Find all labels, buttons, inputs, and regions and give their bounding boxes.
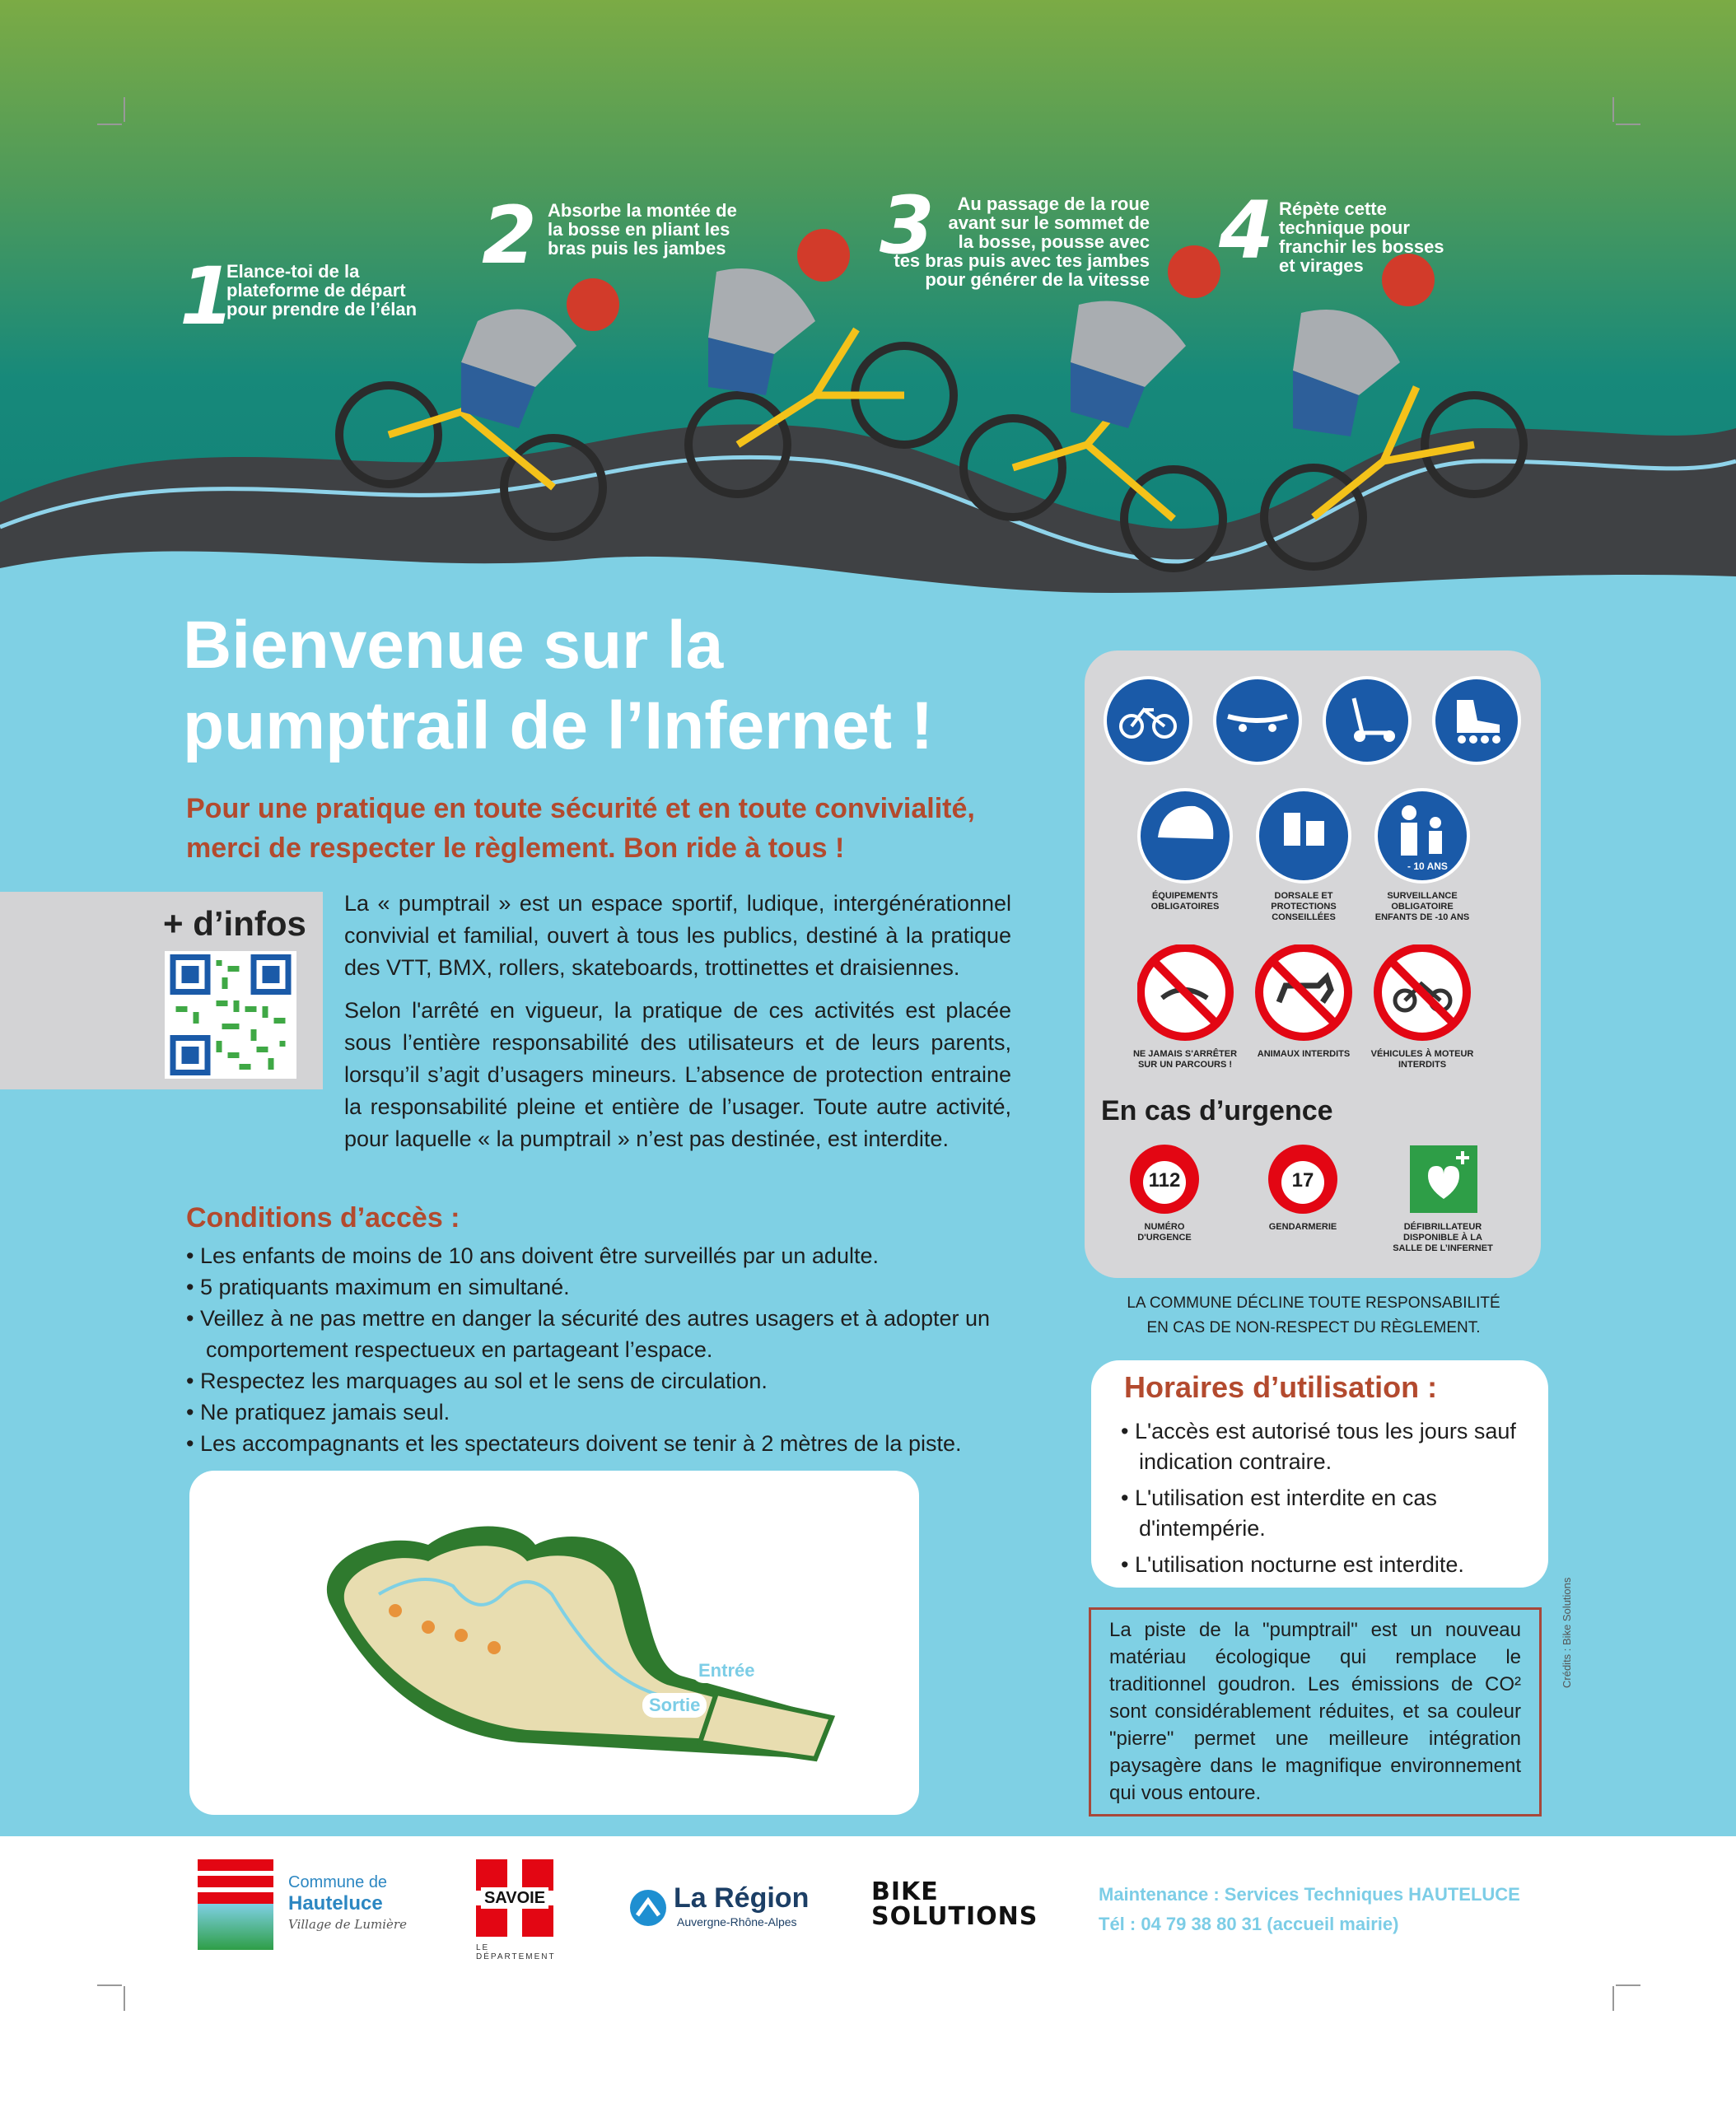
savoie-subtitle: LE DÉPARTEMENT: [476, 1943, 556, 1961]
map-entree-label: Entrée: [692, 1658, 761, 1683]
no-animals-label: ANIMAUX INTERDITS: [1257, 1049, 1351, 1059]
supervision-label: SURVEILLANCE OBLIGATOIRE ENFANTS DE -10 ANS: [1374, 891, 1470, 922]
rules-panel: [1085, 651, 1541, 1278]
conditions-list: [186, 1240, 1034, 1459]
phone-info: Tél : 04 79 38 80 31 (accueil mairie): [1099, 1914, 1399, 1934]
mandatory-signs-row: [1137, 788, 1500, 887]
responsibility-paragraph: Selon l'arrêté en vigueur, la pratique de ces activités est placée sous l’entière responsabilité des utilisateurs et de leurs parents, lorsqu’il s’agit d’usagers mineurs. L’absence de protection entraine la responsabilité pleine et entière de l’usager. Toute autre activité, pour laquelle « la pumptrail » n’est pas destinée, est interdite.: [344, 998, 1011, 1151]
map-sortie-label: Sortie: [642, 1693, 707, 1718]
list-item: • Ne pratiquez jamais seul.: [186, 1397, 1034, 1428]
hours-title: Horaires d’utilisation :: [1124, 1370, 1438, 1404]
track-map-card: [189, 1471, 919, 1815]
hauteluce-label: Hauteluce: [288, 1892, 383, 1914]
village-label: Village de Lumière: [288, 1917, 407, 1932]
step-2-text: Absorbe la montée de la bosse en pliant les bras puis les jambes: [548, 200, 737, 259]
step-2-number: 2: [482, 189, 537, 282]
bike-solutions-line1: BIKE: [871, 1877, 939, 1906]
gendarmerie-label: GENDARMERIE: [1268, 1222, 1337, 1232]
emergency-label: NUMÉRO D'URGENCE: [1137, 1222, 1192, 1243]
savoie-logo: [476, 1859, 553, 1937]
list-item: • L'utilisation nocturne est interdite.: [1121, 1550, 1533, 1580]
helmet-label: ÉQUIPEMENTS OBLIGATOIRES: [1150, 891, 1220, 912]
liability-disclaimer: LA COMMUNE DÉCLINE TOUTE RESPONSABILITÉ EN CAS DE NON-RESPECT DU RÈGLEMENT.: [1127, 1294, 1500, 1336]
step-4-number: 4: [1219, 184, 1274, 277]
roller-skate-icon: [1434, 678, 1519, 763]
no-motor-vehicles-icon: [1378, 948, 1467, 1037]
page-subtitle: Pour une pratique en toute sécurité et en toute convivialité, merci de respecter le règlement. Bon ride à tous !: [186, 793, 975, 864]
maintenance-info: Maintenance : Services Techniques HAUTELUCE: [1099, 1884, 1520, 1905]
crop-mark: [1616, 124, 1640, 125]
more-info-label: + d’infos: [163, 904, 306, 943]
step-1-number: 1: [180, 250, 235, 343]
eco-material-note: La piste de la "pumptrail" est un nouveau matériau écologique qui remplace le traditionnel goudron. Les émissions de CO² sont considérablement réduites, et sa couleur "pierre" permet une meilleure intégration paysagère dans le magnifique environnement qui vous entoure.: [1089, 1607, 1542, 1817]
crop-mark: [1616, 1984, 1640, 1986]
track-map-illustration: [189, 1471, 919, 1815]
defibrillator-label: DÉFIBRILLATEUR DISPONIBLE À LA SALLE DE L’INFERNET: [1393, 1222, 1493, 1253]
emergency-title: En cas d’urgence: [1101, 1095, 1333, 1126]
rider-4-body: [1293, 254, 1435, 436]
crop-mark: [124, 97, 125, 122]
step-3-text: Au passage de la roue avant sur le sommet de la bosse, pousse avec tes bras puis avec tes jambes pour générer de la vitesse: [894, 194, 1150, 290]
emergency-icons-row: [1130, 1143, 1509, 1217]
qr-code-icon: [168, 954, 293, 1075]
protection-icon: [1258, 790, 1350, 882]
age-badge: - 10 ANS: [1407, 860, 1448, 872]
helmet-icon: [1139, 790, 1231, 882]
region-label: La Région: [674, 1882, 810, 1914]
rider-1-body: [461, 278, 619, 428]
region-subtitle: Auvergne-Rhône-Alpes: [677, 1915, 797, 1928]
bike-solutions-line2: SOLUTIONS: [871, 1902, 1038, 1931]
qr-code[interactable]: [165, 951, 296, 1079]
no-animals-icon: [1259, 948, 1348, 1037]
step-1-text: Elance-toi de la plateforme de départ pour prendre de l’élan: [226, 261, 418, 319]
gendarmerie-number: 17: [1291, 1169, 1314, 1192]
skateboard-icon: [1215, 678, 1300, 763]
scooter-icon: [1324, 678, 1410, 763]
crop-mark: [124, 1986, 125, 2011]
hauteluce-logo: [198, 1859, 273, 1950]
hours-list: [1121, 1416, 1533, 1586]
crop-mark: [97, 124, 122, 125]
bike-icon: [1105, 678, 1191, 763]
region-logo-icon: [629, 1889, 667, 1927]
no-stopping-label: NE JAMAIS S'ARRÊTER SUR UN PARCOURS !: [1132, 1049, 1238, 1070]
no-stopping-icon: [1141, 948, 1230, 1037]
list-item: • Les enfants de moins de 10 ans doivent être surveillés par un adulte.: [186, 1240, 1034, 1271]
bike-solutions-logo: [871, 1877, 1038, 1931]
savoie-label: SAVOIE: [481, 1887, 548, 1909]
emergency-number: 112: [1148, 1169, 1181, 1192]
list-item: • L'accès est autorisé tous les jours sauf indication contraire.: [1121, 1416, 1533, 1477]
forbidden-signs-row: [1137, 944, 1500, 1043]
list-item: • Respectez les marquages au sol et le sens de circulation.: [186, 1365, 1034, 1397]
list-item: • 5 pratiquants maximum en simultané.: [186, 1271, 1034, 1303]
step-3-number: 3: [880, 180, 935, 272]
crop-mark: [1612, 97, 1614, 122]
list-item: • L'utilisation est interdite en cas d'intempérie.: [1121, 1483, 1533, 1544]
intro-paragraph: La « pumptrail » est un espace sportif, ludique, intergénérationnel convivial et familial, ouvert à tous les publics, destiné à la pratique des VTT, BMX, rollers, skateboards, trottinettes et draisiennes.: [344, 891, 1011, 980]
list-item: • Veillez à ne pas mettre en danger la sécurité des autres usagers et à adopter un comportement respectueux en partageant l’espace.: [186, 1303, 1034, 1365]
crop-mark: [1612, 1986, 1614, 2011]
commune-label: Commune de: [288, 1873, 388, 1891]
defibrillator-icon: [1410, 1145, 1477, 1213]
activity-icons-row: [1103, 675, 1523, 770]
credits: Crédits : Bike Solutions: [1561, 1577, 1573, 1688]
protection-label: DORSALE ET PROTECTIONS CONSEILLÉES: [1271, 891, 1337, 922]
list-item: • Les accompagnants et les spectateurs doivent se tenir à 2 mètres de la piste.: [186, 1428, 1034, 1459]
crop-mark: [97, 1984, 122, 1986]
opening-hours-card: [1091, 1360, 1548, 1588]
conditions-title: Conditions d’accès :: [186, 1202, 460, 1234]
page-title: Bienvenue sur la pumptrail de l’Infernet !: [183, 608, 934, 763]
step-4-text: Répète cette technique pour franchir les bosses et virages: [1279, 198, 1444, 276]
no-motor-vehicles-label: VÉHICULES À MOTEUR INTERDITS: [1370, 1049, 1474, 1070]
